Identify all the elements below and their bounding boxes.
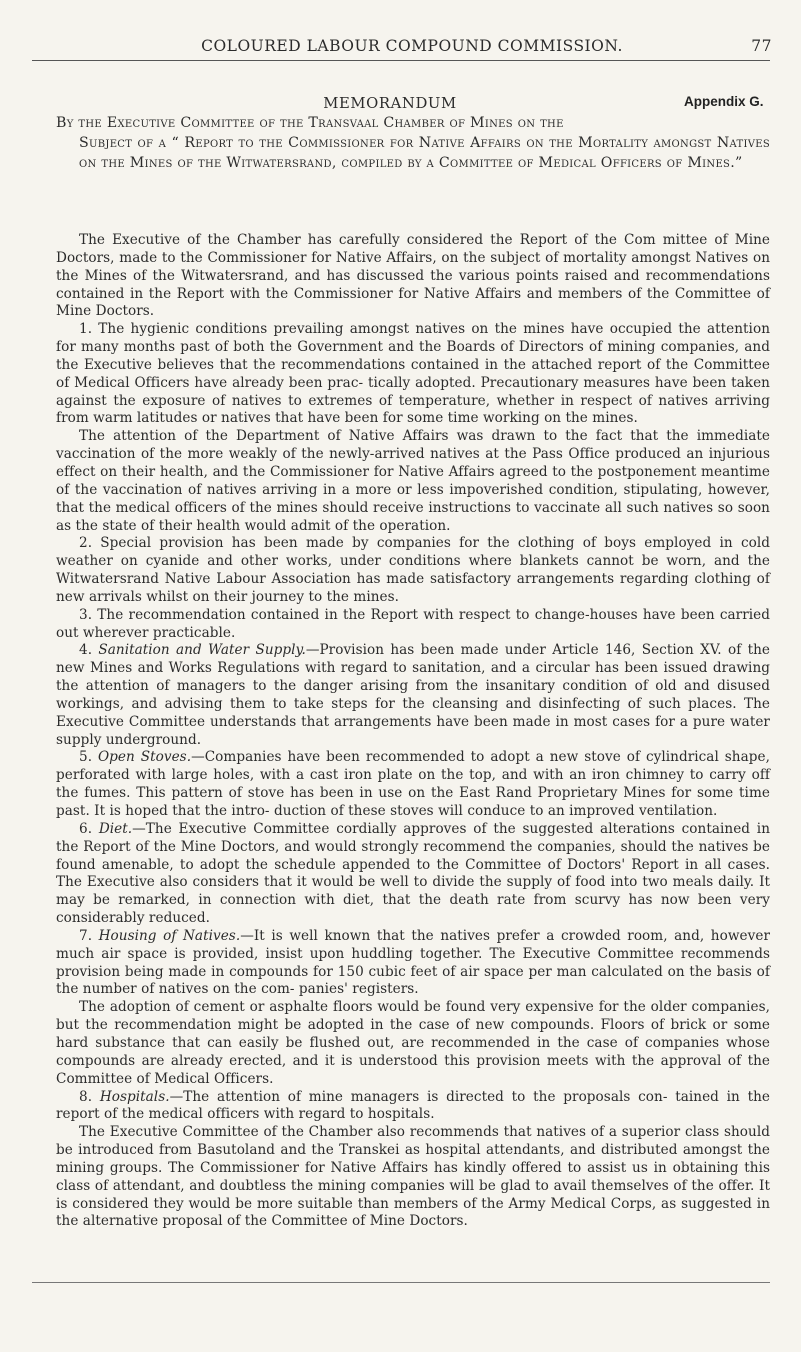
paragraph: The Executive Committee of the Chamber also recommends that natives of a superior class should be introduced from Basutoland and the Transkei as hospital attendants, and distributed amongst the mining groups. The Commissioner for Native Affairs has kindly offered to assist us in obtaining this class of attendant, and doubtless the mining companies will be glad to avail themselves of the offer. It is considered they would be more suitable than members of the Army Medical Corps, as suggested in the alternative proposal of the Committee of Mine Doctors. xyxy=(56,1124,770,1230)
header-rule xyxy=(32,60,770,61)
paragraph: 4. Sanitation and Water Supply.—Provision has been made under Article 146, Section XV. of the new Mines and Works Regulations with regard to sanitation, and a circular has been issued drawing the attention of managers to the danger arising from the insanitary condition of old and disused workings, and advising them to take steps for the cleansing and disinfecting of such places. The Executive Committee understands that arrangements have been made in most cases for a pure water supply underground. xyxy=(56,642,770,748)
memo-subject-rest: Subject of a “ Report to the Commissioner for Native Affairs on the Mortality amongst Natives on the Mines of the Witwatersrand, compiled by a Committee of Medical Officers of Mines.” xyxy=(79,134,770,171)
paragraph: 5. Open Stoves.—Companies have been recommended to adopt a new stove of cylindrical shape, perforated with large holes, with a cast iron plate on the top, and with an iron chimney to carry off the fumes. This pattern of stove has been in use on the East Rand Proprietary Mines for some time past. It is hoped that the intro- duction of these stoves will conduce to an improved ventilation. xyxy=(56,749,770,819)
paragraph: 8. Hospitals.—The attention of mine managers is directed to the proposals con- tained in the report of the medical officers with regard to hospitals. xyxy=(56,1088,770,1123)
running-head-title: COLOURED LABOUR COMPOUND COMMISSION. xyxy=(201,37,623,55)
paragraph: 2. Special provision has been made by companies for the clothing of boys employed in cold weather on cyanide and other works, under conditions where blankets cannot be worn, and the Witwatersrand Native Labour Association has made satisfactory arrangements regarding clothing of new arrivals whilst on their journey to the mines. xyxy=(56,535,770,605)
section-heading: Open Stoves. xyxy=(97,749,192,766)
paragraph: The attention of the Department of Native Affairs was drawn to the fact that the immediate vaccination of the more weakly of the newly-arrived natives at the Pass Office produced an injurious effect on their health, and the Commissioner for Native Affairs agreed to the postponement meantime of the vaccination of natives arriving in a more or less impoverished condition, stipulating, however, that the medical officers of the mines should receive instructions to vaccinate all such natives so soon as the state of their health would admit of the operation. xyxy=(56,428,770,534)
memo-subject xyxy=(56,114,770,173)
page-number: 77 xyxy=(751,37,772,55)
paragraph: The adoption of cement or asphalte floors would be found very expensive for the older companies, but the recommendation might be adopted in the case of new compounds. Floors of brick or some hard substance that can easily be flushed out, are recommended in the case of companies whose compounds are already erected, and it is understood this provision meets with the approval of the Committee of Medical Officers. xyxy=(56,999,770,1087)
running-head xyxy=(32,37,772,55)
paragraph: 1. The hygienic conditions prevailing amongst natives on the mines have occupied the attention for many months past of both the Government and the Boards of Directors of mining companies, and the Executive believes that the recommendations contained in the attached report of the Committee of Medical Officers have already been prac- tically adopted. Precautionary measures have been taken against the exposure of natives to extremes of temperature, whether in respect of natives arriving from warm latitudes or natives that have been for some time working on the mines. xyxy=(56,321,770,427)
memo-title: MEMORANDUM xyxy=(323,95,457,112)
paragraph: 6. Diet.—The Executive Committee cordially approves of the suggested alterations contained in the Report of the Mine Doctors, and would strongly recommend the companies, should the natives be found amenable, to adopt the schedule appended to the Committee of Doctors' Report in all cases. The Executive also considers that it would be well to divide the supply of food into two meals daily. It may be remarked, in connection with diet, that the death rate from scurvy has now been very considerably reduced. xyxy=(56,820,770,927)
section-heading: Housing of Natives. xyxy=(98,927,241,944)
appendix-label: Appendix G. xyxy=(684,94,764,109)
section-heading: Sanitation and Water Supply. xyxy=(98,642,306,659)
section-heading: Diet. xyxy=(98,820,133,837)
footer-rule xyxy=(32,1282,770,1283)
memo-body xyxy=(56,232,770,1231)
section-heading: Hospitals. xyxy=(99,1088,170,1105)
paragraph: 3. The recommendation contained in the Report with respect to change-houses have been carried out wherever practicable. xyxy=(56,606,770,641)
paragraph: 7. Housing of Natives.—It is well known that the natives prefer a crowded room, and, however much air space is provided, insist upon huddling together. The Executive Committee recommends provision being made in compounds for 150 cubic feet of air space per man calculated on the basis of the number of natives on the com- panies' registers. xyxy=(56,927,770,998)
memo-subject-line-1: By the Executive Committee of the Transvaal Chamber of Mines on the xyxy=(56,115,564,131)
paragraph: The Executive of the Chamber has carefully considered the Report of the Com mittee of Mine Doctors, made to the Commissioner for Native Affairs, on the subject of mortality amongst Natives on the Mines of the Witwatersrand, and has discussed the various points raised and recommendations contained in the Report with the Commissioner for Native Affairs and members of the Committee of Mine Doctors. xyxy=(56,232,770,320)
